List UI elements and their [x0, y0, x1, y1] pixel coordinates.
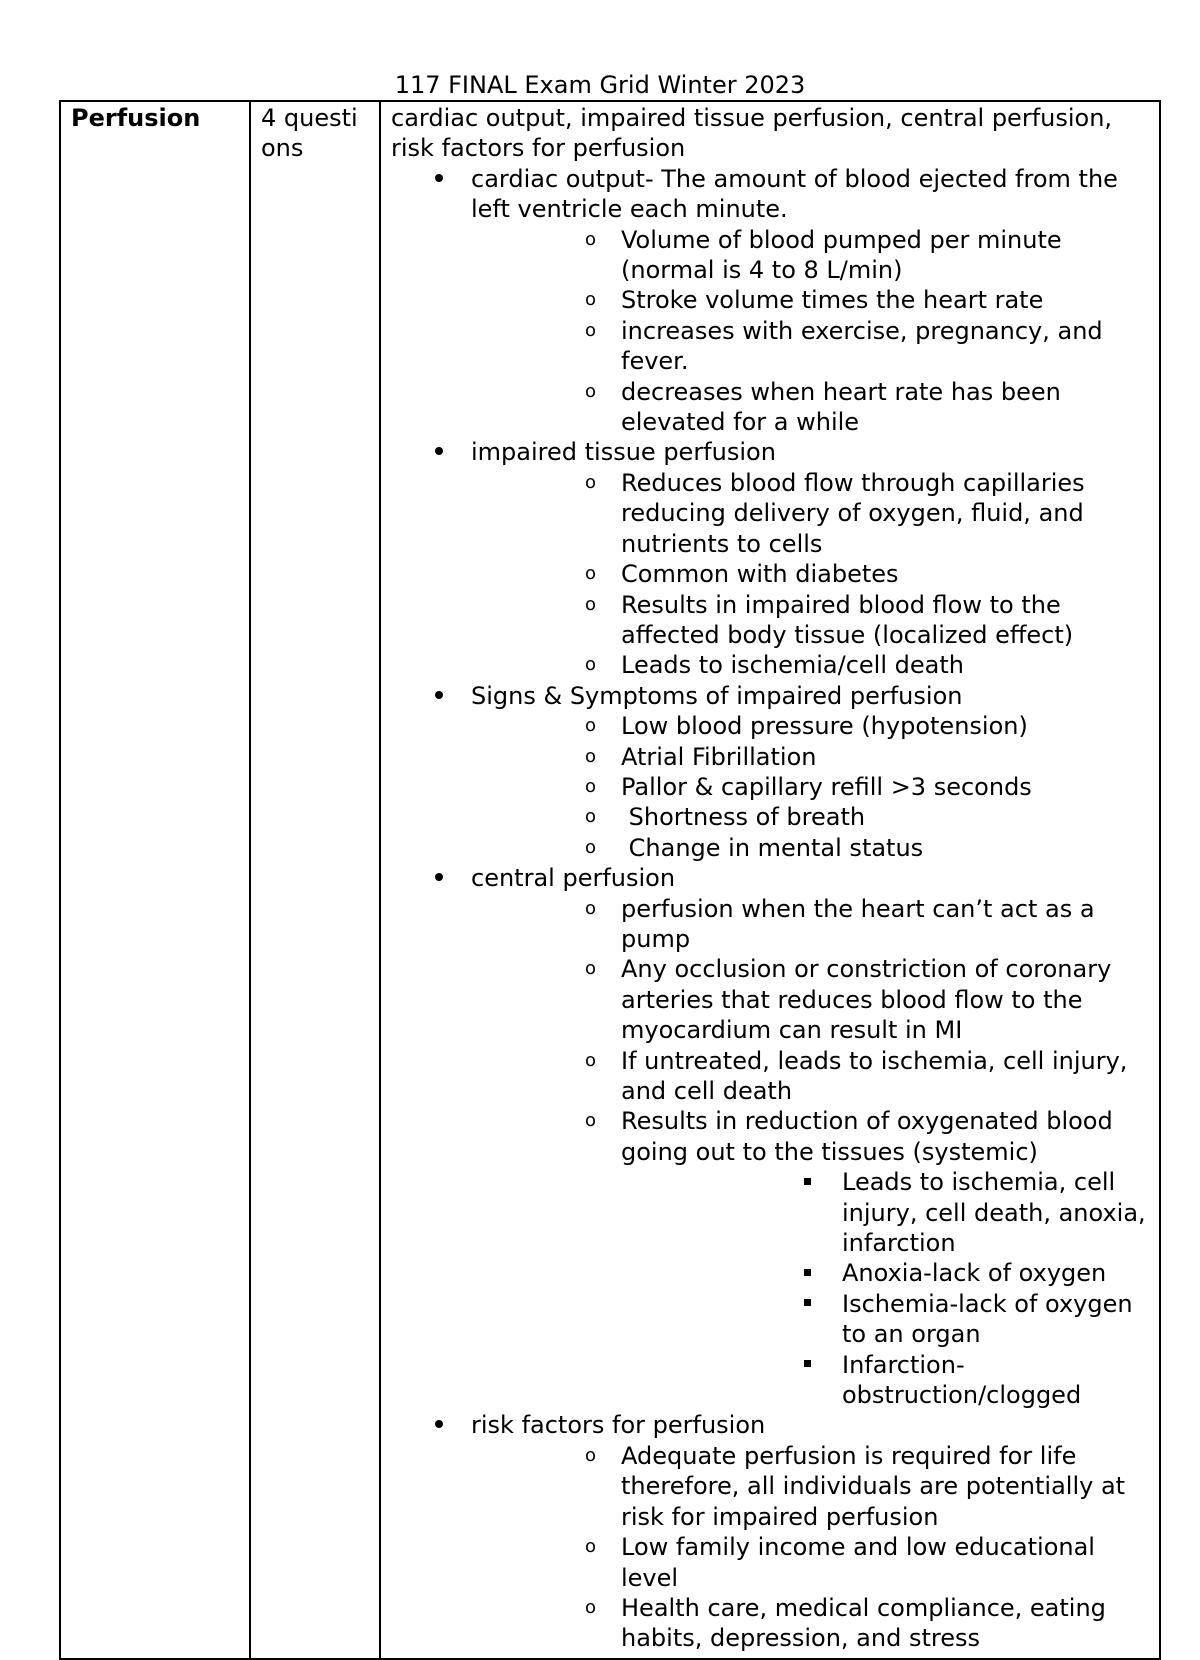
- outline-section: [391, 681, 1149, 863]
- item-text: Change in mental status: [621, 833, 924, 862]
- circle-bullet-icon: o: [585, 593, 597, 615]
- circle-bullet-icon: o: [585, 1536, 597, 1558]
- list-item: [471, 711, 1149, 741]
- section-heading: cardiac output- The amount of blood ejected from the left ventricle each minute.: [471, 164, 1118, 224]
- bullet-icon: [435, 437, 443, 467]
- list-item: [471, 1441, 1149, 1532]
- sub-item-text: Leads to ischemia, cell injury, cell death, anoxia, infarction: [842, 1168, 1146, 1258]
- circle-bullet-icon: o: [585, 958, 597, 980]
- item-text: perfusion when the heart can’t act as a pump: [621, 894, 1103, 953]
- square-bullet-icon: [804, 1167, 811, 1197]
- sub-item-text: Anoxia-lack of oxygen: [842, 1259, 1107, 1288]
- list-item: [471, 802, 1149, 832]
- section-heading: risk factors for perfusion: [471, 1411, 766, 1440]
- outline-section: [391, 164, 1149, 438]
- bullet-icon: [435, 863, 443, 893]
- square-bullet-icon: [804, 1350, 811, 1380]
- outline-section: [391, 863, 1149, 1410]
- sub-item-text: Infarction-obstruction/clogged: [842, 1350, 1082, 1410]
- item-text: Health care, medical compliance, eating habits, depression, and stress: [621, 1593, 1114, 1653]
- circle-bullet-icon: o: [585, 745, 597, 767]
- question-count-cell: 4 questions: [250, 101, 380, 1659]
- circle-bullet-icon: o: [585, 775, 597, 797]
- list-item: [471, 772, 1149, 802]
- circle-bullet-icon: o: [585, 806, 597, 828]
- item-text: decreases when heart rate has been elevated for a while: [621, 377, 1069, 437]
- item-text: Atrial Fibrillation: [621, 742, 817, 771]
- item-text: Low blood pressure (hypotension): [621, 712, 1028, 741]
- section-items: [471, 468, 1149, 681]
- section-items: [471, 894, 1149, 1411]
- circle-bullet-icon: o: [585, 380, 597, 402]
- list-item: [471, 468, 1149, 559]
- item-text: Low family income and low educational level: [621, 1533, 1103, 1592]
- circle-bullet-icon: o: [585, 654, 597, 676]
- bullet-icon: [435, 164, 443, 194]
- list-item: [471, 285, 1149, 315]
- item-text: Pallor & capillary refill >3 seconds: [621, 772, 1032, 801]
- table-row: [60, 101, 1160, 1659]
- item-text: Adequate perfusion is required for life therefore, all individuals are potentially at risk for impaired perfusion: [621, 1441, 1133, 1531]
- item-text: Results in reduction of oxygenated blood going out to the tissues (systemic): [621, 1107, 1121, 1166]
- list-item: [471, 1046, 1149, 1107]
- circle-bullet-icon: o: [585, 836, 597, 858]
- list-item: [471, 590, 1149, 651]
- list-item: [471, 894, 1149, 955]
- list-item: [471, 377, 1149, 438]
- section-heading: impaired tissue perfusion: [471, 438, 776, 467]
- circle-bullet-icon: o: [585, 228, 597, 250]
- section-items: [471, 711, 1149, 863]
- circle-bullet-icon: o: [585, 1110, 597, 1132]
- circle-bullet-icon: o: [585, 1049, 597, 1071]
- list-item: [471, 650, 1149, 680]
- item-text: Common with diabetes: [621, 560, 899, 589]
- section-heading: central perfusion: [471, 864, 676, 893]
- item-text: Volume of blood pumped per minute (normal is 4 to 8 L/min): [621, 225, 1070, 285]
- sub-item-text: Ischemia-lack of oxygen to an organ: [842, 1289, 1133, 1349]
- item-text: increases with exercise, pregnancy, and fever.: [621, 316, 1111, 376]
- sub-list-item: [621, 1167, 1149, 1258]
- exam-grid-table: [59, 100, 1161, 1660]
- list-item: [471, 1106, 1149, 1410]
- bullet-icon: [435, 681, 443, 711]
- item-text: If untreated, leads to ischemia, cell injury, and cell death: [621, 1046, 1136, 1105]
- list-item: [471, 1593, 1149, 1654]
- item-text: Results in impaired blood flow to the affected body tissue (localized effect): [621, 590, 1074, 649]
- outline-list: [391, 164, 1149, 1654]
- list-item: [471, 316, 1149, 377]
- content-cell: [380, 101, 1160, 1659]
- topics-summary: cardiac output, impaired tissue perfusion, central perfusion, risk factors for perfusion: [391, 104, 1113, 163]
- circle-bullet-icon: o: [585, 1444, 597, 1466]
- section-heading: Signs & Symptoms of impaired perfusion: [471, 681, 963, 710]
- item-text: Leads to ischemia/cell death: [621, 651, 964, 680]
- circle-bullet-icon: o: [585, 897, 597, 919]
- list-item: [471, 954, 1149, 1045]
- sub-items: [621, 1167, 1149, 1410]
- outline-section: [391, 1410, 1149, 1653]
- bullet-icon: [435, 1410, 443, 1440]
- topic-cell: Perfusion: [60, 101, 250, 1659]
- list-item: [471, 742, 1149, 772]
- circle-bullet-icon: o: [585, 1596, 597, 1618]
- item-text: Any occlusion or constriction of coronary arteries that reduces blood flow to the myocardium can result in MI: [621, 955, 1119, 1045]
- section-items: [471, 225, 1149, 438]
- item-text: Shortness of breath: [621, 803, 866, 832]
- item-text: Stroke volume times the heart rate: [621, 286, 1044, 315]
- circle-bullet-icon: o: [585, 715, 597, 737]
- circle-bullet-icon: o: [585, 471, 597, 493]
- outline-section: [391, 437, 1149, 680]
- circle-bullet-icon: o: [585, 289, 597, 311]
- sub-list-item: [621, 1350, 1149, 1411]
- list-item: [471, 559, 1149, 589]
- page-title: 117 FINAL Exam Grid Winter 2023: [394, 71, 806, 99]
- list-item: [471, 1532, 1149, 1593]
- item-text: Reduces blood flow through capillaries reducing delivery of oxygen, fluid, and nutrients to cells: [621, 468, 1093, 558]
- sub-list-item: [621, 1258, 1149, 1288]
- circle-bullet-icon: o: [585, 319, 597, 341]
- list-item: [471, 225, 1149, 286]
- sub-list-item: [621, 1289, 1149, 1350]
- list-item: [471, 833, 1149, 863]
- square-bullet-icon: [804, 1289, 811, 1319]
- square-bullet-icon: [804, 1258, 811, 1288]
- section-items: [471, 1441, 1149, 1654]
- circle-bullet-icon: o: [585, 563, 597, 585]
